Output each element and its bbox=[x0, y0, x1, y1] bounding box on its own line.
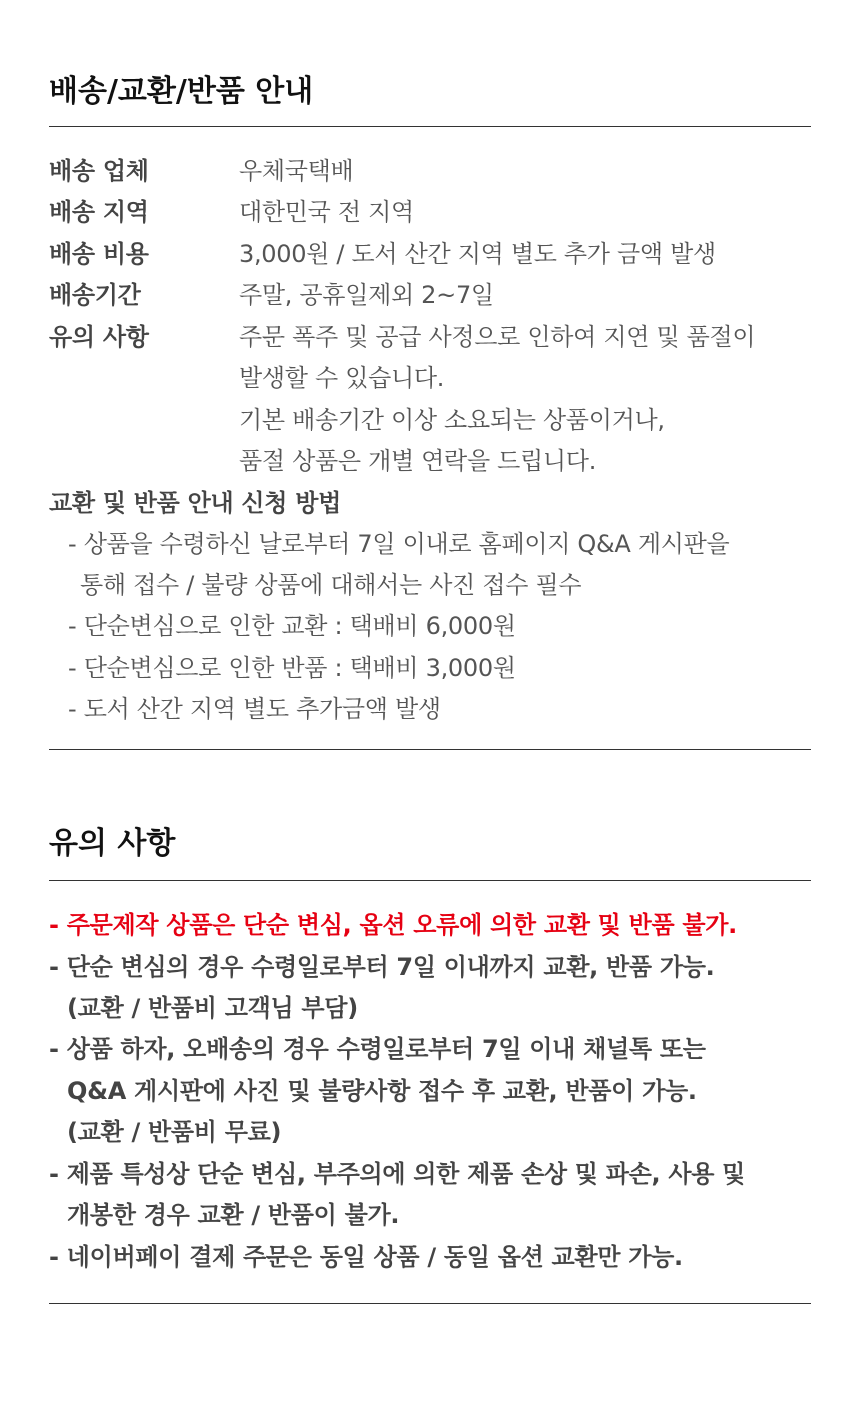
notice-line: 개봉한 경우 교환 / 반품이 불가. bbox=[67, 1201, 400, 1229]
exchange-line: 통해 접수 / 불량 상품에 대해서는 사진 접수 필수 bbox=[80, 571, 582, 599]
row-value: 우체국택배 bbox=[239, 157, 354, 185]
row-value: 주문 폭주 및 공급 사정으로 인하여 지연 및 품절이 bbox=[239, 323, 756, 351]
caution-line: 품절 상품은 개별 연락을 드립니다. bbox=[239, 447, 597, 475]
notice-title-divider bbox=[49, 880, 811, 881]
exchange-line: - 단순변심으로 인한 교환 : 택배비 6,000원 bbox=[68, 612, 516, 640]
exchange-line: - 상품을 수령하신 날로부터 7일 이내로 홈페이지 Q&A 게시판을 bbox=[68, 530, 730, 558]
shipping-title: 배송/교환/반품 안내 bbox=[49, 74, 314, 109]
caution-line: 발생할 수 있습니다. bbox=[239, 364, 445, 392]
notice-line: - 네이버페이 결제 주문은 동일 상품 / 동일 옵션 교환만 가능. bbox=[49, 1243, 683, 1271]
notice-title: 유의 사항 bbox=[49, 826, 176, 861]
row-label: 유의 사항 bbox=[49, 323, 149, 351]
notice-section bbox=[49, 0, 811, 1310]
notice-line: - 제품 특성상 단순 변심, 부주의에 의한 제품 손상 및 파손, 사용 및 bbox=[49, 1160, 746, 1188]
row-value: 대한민국 전 지역 bbox=[239, 198, 414, 226]
row-label: 배송기간 bbox=[49, 281, 141, 309]
row-label: 배송 지역 bbox=[49, 198, 149, 226]
notice-line: (교환 / 반품비 무료) bbox=[67, 1118, 282, 1146]
notice-line: (교환 / 반품비 고객님 부담) bbox=[67, 994, 358, 1022]
notice-line: - 상품 하자, 오배송의 경우 수령일로부터 7일 이내 채널톡 또는 bbox=[49, 1035, 706, 1063]
row-value: 주말, 공휴일제외 2~7일 bbox=[239, 281, 494, 309]
row-label: 배송 업체 bbox=[49, 157, 149, 185]
exchange-line: - 도서 산간 지역 별도 추가금액 발생 bbox=[68, 695, 441, 723]
notice-bottom-divider bbox=[49, 1303, 811, 1304]
exchange-heading: 교환 및 반품 안내 신청 방법 bbox=[49, 489, 342, 517]
notice-line: Q&A 게시판에 사진 및 불량사항 접수 후 교환, 반품이 가능. bbox=[67, 1077, 697, 1105]
notice-line: - 단순 변심의 경우 수령일로부터 7일 이내까지 교환, 반품 가능. bbox=[49, 953, 715, 981]
caution-line: 기본 배송기간 이상 소요되는 상품이거나, bbox=[239, 406, 665, 434]
row-label: 배송 비용 bbox=[49, 240, 149, 268]
row-value: 3,000원 / 도서 산간 지역 별도 추가 금액 발생 bbox=[239, 240, 716, 268]
notice-highlight: - 주문제작 상품은 단순 변심, 옵션 오류에 의한 교환 및 반품 불가. bbox=[49, 911, 738, 939]
exchange-line: - 단순변심으로 인한 반품 : 택배비 3,000원 bbox=[68, 654, 516, 682]
